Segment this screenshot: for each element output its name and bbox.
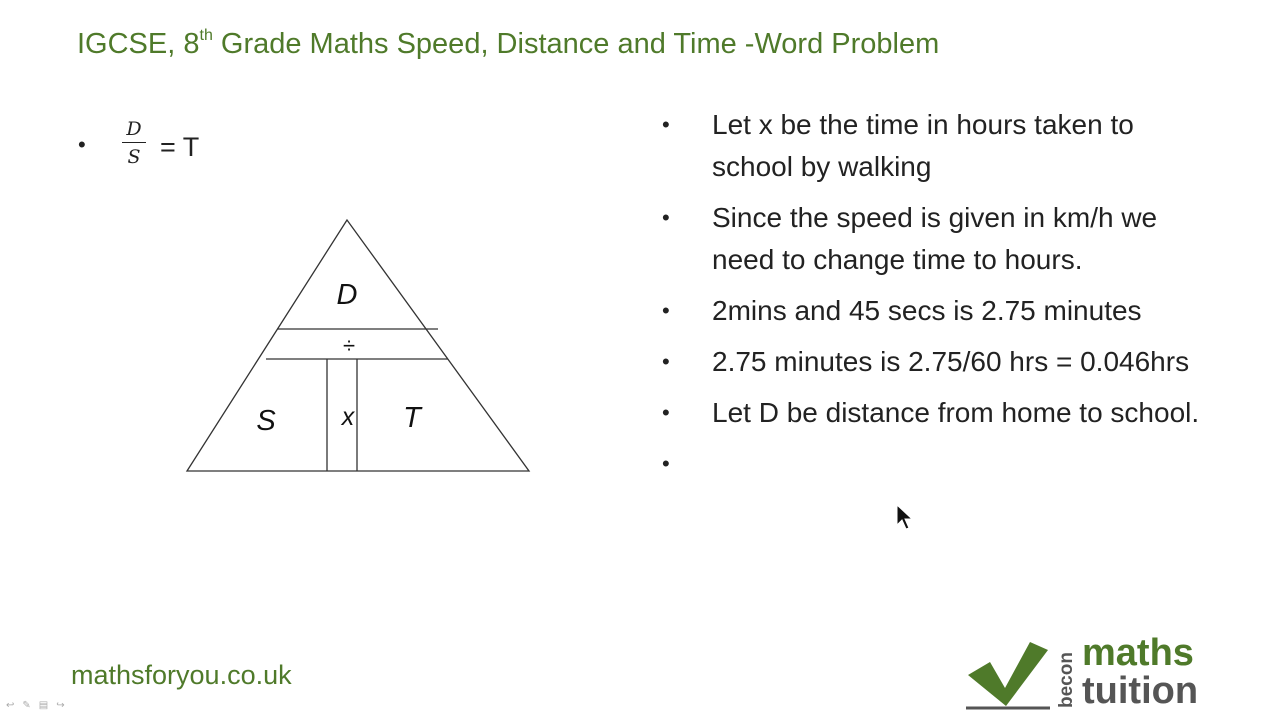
bullet-dot: • [662, 349, 670, 374]
triangle-label-multiply: x [341, 403, 355, 431]
triangle-label-divide: ÷ [342, 333, 356, 358]
list-item-text: Let D be distance from home to school. [712, 397, 1200, 428]
list-item-text: 2mins and 45 secs is 2.75 minutes [712, 295, 1142, 326]
bullet-dot: • [662, 451, 670, 476]
fraction-numerator: D [126, 118, 142, 140]
title-suffix: Grade Maths Speed, Distance and Time -Word Problem [212, 28, 940, 60]
triangle-label-speed: S [256, 405, 276, 437]
formula-equals: = T [160, 132, 200, 162]
list-item-text: Let x be the time in hours taken to school by walking [712, 109, 1134, 182]
pen-icon[interactable]: ✎ [22, 700, 39, 711]
back-arrow-icon[interactable]: ↩ [6, 700, 23, 711]
title-superscript: th [199, 27, 213, 45]
slides-icon[interactable]: ▤ [38, 700, 57, 711]
forward-arrow-icon[interactable]: ↪ [56, 700, 73, 711]
mouse-pointer-icon [896, 504, 916, 532]
logo-word-tuition: tuition [1082, 670, 1199, 712]
fraction-denominator: S [127, 146, 141, 168]
bullet-dot: • [662, 400, 670, 425]
list-item-text: Since the speed is given in km/h we need to change time to hours. [712, 202, 1158, 275]
list-item-text: 2.75 minutes is 2.75/60 hrs = 0.046hrs [712, 346, 1190, 377]
triangle-label-distance: D [336, 279, 358, 311]
logo-word-maths: maths [1082, 632, 1194, 674]
presentation-toolbar[interactable] [6, 700, 73, 711]
bullet-dot: • [662, 112, 670, 137]
bullet-dot: • [662, 298, 670, 323]
logo-becon-text: becon [1056, 652, 1077, 708]
footer-website: mathsforyou.co.uk [71, 660, 292, 690]
triangle-label-time: T [403, 402, 421, 434]
bullet-dot: • [662, 205, 670, 230]
bullet-dot: • [78, 132, 86, 157]
title-prefix: IGCSE, 8 [77, 28, 200, 60]
